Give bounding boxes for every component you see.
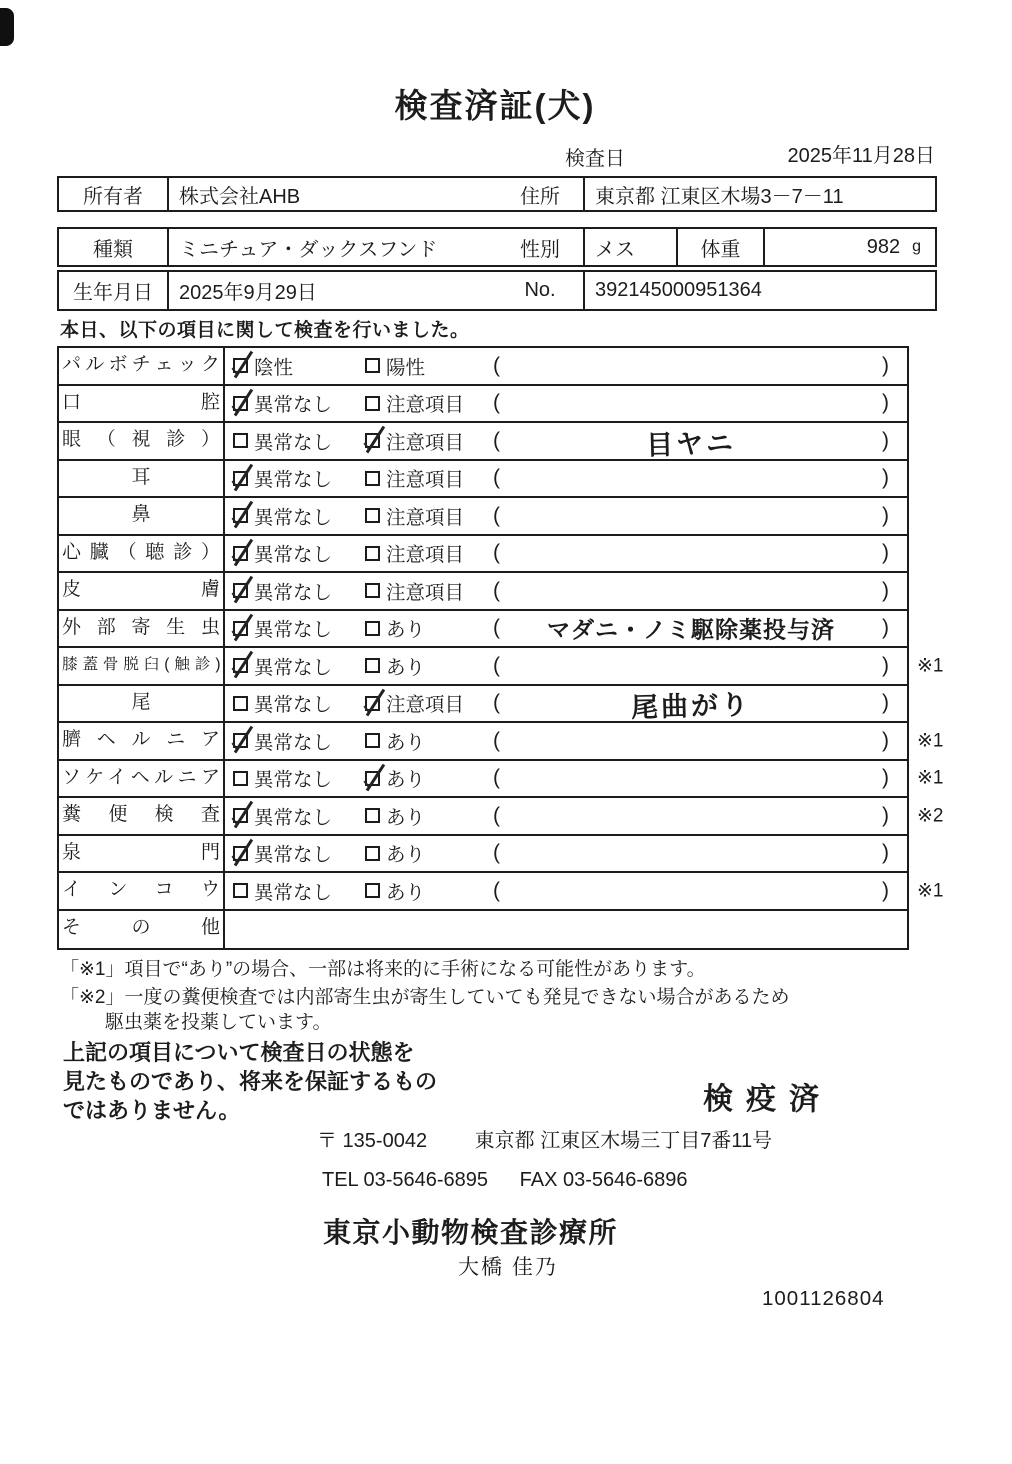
clinic-postal-line — [317, 1124, 772, 1153]
option-1-label: 異常なし — [254, 731, 333, 754]
option-1-label: 異常なし — [254, 469, 333, 492]
checkbox-icon — [365, 883, 380, 898]
checkbox-icon — [365, 771, 380, 786]
item-content — [225, 423, 907, 459]
item-label: 臍ヘルニア — [59, 723, 225, 759]
option-2 — [365, 539, 464, 567]
paren-open: ( — [493, 691, 500, 715]
option-1 — [233, 689, 332, 717]
paren-open: ( — [493, 766, 500, 790]
footnote-ref: ※1 — [917, 655, 944, 677]
checkbox-icon — [365, 846, 380, 861]
paren-close: ) — [882, 803, 889, 827]
checkbox-icon — [365, 583, 380, 598]
item-content — [225, 911, 907, 949]
option-2 — [365, 727, 425, 755]
footnote-1: 「※1」項目で“あり”の場合、一部は将来的に手術になる可能性があります。 — [60, 959, 706, 980]
paren-close: ) — [882, 428, 889, 452]
weight-label: 体重 — [678, 229, 765, 265]
owner-info-row — [57, 176, 937, 212]
item-label: 鼻 — [59, 498, 225, 534]
disclaimer-line-2: 見たものであり、将来を保証するもの — [63, 1069, 438, 1094]
option-2-label: あり — [386, 844, 426, 867]
item-label: 尾 — [59, 686, 225, 722]
option-2-label: 注意項目 — [386, 544, 465, 567]
paren-close: ) — [882, 466, 889, 490]
checklist-row — [59, 498, 907, 536]
paren-open: ( — [493, 841, 500, 865]
option-1 — [233, 727, 332, 755]
item-content — [225, 611, 907, 647]
option-1 — [233, 464, 332, 492]
weight-unit: g — [912, 238, 921, 255]
paren-open: ( — [493, 728, 500, 752]
option-2-label: 注意項目 — [386, 506, 465, 529]
paren-close: ) — [882, 728, 889, 752]
option-2 — [365, 802, 425, 830]
option-2-label: 注意項目 — [386, 694, 465, 717]
item-label: 心臓（聴診） — [59, 536, 225, 572]
paren-close: ) — [882, 653, 889, 677]
option-1-label: 異常なし — [254, 581, 333, 604]
address-value: 東京都 江東区木場3－7－11 — [595, 185, 844, 208]
checklist-row — [59, 723, 944, 761]
checklist-table — [57, 346, 944, 950]
disclaimer-line-3: ではありません。 — [63, 1098, 241, 1123]
footnote-2: 「※2」一度の糞便検査では内部寄生虫が寄生していても発見できない場合があるため — [60, 987, 790, 1008]
option-2 — [365, 839, 425, 867]
option-1 — [233, 352, 293, 380]
registration-no-value: 392145000951364 — [595, 279, 762, 301]
breed-info-row — [57, 227, 937, 267]
footnote-ref: ※2 — [917, 805, 944, 827]
paren-close: ) — [882, 578, 889, 602]
intro-text: 本日、以下の項目に関して検査を行いました。 — [60, 320, 470, 341]
checkbox-icon — [365, 733, 380, 748]
item-content — [225, 836, 907, 872]
item-content — [225, 348, 907, 384]
option-2-label: あり — [386, 731, 426, 754]
item-label: 皮膚 — [59, 573, 225, 609]
item-content — [225, 386, 907, 422]
option-2-label: 注意項目 — [386, 394, 465, 417]
item-content — [225, 461, 907, 497]
paren-close: ) — [882, 766, 889, 790]
checklist-row — [59, 873, 944, 911]
item-label: 糞便検査 — [59, 798, 225, 834]
birthdate-value: 2025年9月29日 — [179, 282, 317, 304]
postal-code: 〒 135-0042 — [317, 1130, 428, 1152]
checkbox-icon — [365, 471, 380, 486]
disclaimer-statement — [63, 1038, 437, 1125]
item-content — [225, 761, 944, 797]
footnote-ref: ※1 — [917, 880, 944, 902]
clinic-tel: TEL 03-5646-6895 — [322, 1169, 489, 1191]
checkbox-icon — [233, 433, 248, 448]
item-label: 膝蓋骨脱臼(触診) — [59, 648, 225, 684]
checkbox-icon — [365, 508, 380, 523]
checkbox-icon — [365, 396, 380, 411]
item-label: 口腔 — [59, 386, 225, 422]
item-label: 眼（視診） — [59, 423, 225, 459]
paren-close: ) — [882, 878, 889, 902]
checkbox-icon — [233, 546, 248, 561]
breed-value: ミニチュア・ダックスフンド — [179, 238, 438, 261]
item-content — [225, 723, 944, 759]
option-2-label: 陽性 — [386, 356, 426, 379]
checklist-row — [59, 911, 907, 949]
item-label: 外部寄生虫 — [59, 611, 225, 647]
option-2 — [365, 877, 425, 905]
checkbox-icon — [233, 771, 248, 786]
paren-open: ( — [493, 616, 500, 640]
paren-open: ( — [493, 803, 500, 827]
option-1 — [233, 389, 332, 417]
weight-value-cell — [765, 229, 935, 265]
checkbox-icon — [233, 808, 248, 823]
inspection-date-label: 検査日 — [565, 148, 625, 170]
checklist-row — [59, 423, 907, 461]
item-content — [225, 798, 944, 834]
remark-text: 尾曲がり — [630, 689, 752, 724]
checkbox-icon — [365, 696, 380, 711]
footnote-2-cont: 駆虫薬を投薬しています。 — [105, 1012, 332, 1033]
option-2 — [365, 614, 425, 642]
option-1-label: 異常なし — [254, 544, 333, 567]
option-1-label: 異常なし — [254, 844, 333, 867]
quarantine-stamp: 検疫済 — [703, 1083, 832, 1116]
option-1 — [233, 839, 332, 867]
weight-value: 982 — [866, 235, 901, 258]
inspection-date-value: 2025年11月28日 — [787, 145, 935, 167]
option-2 — [365, 502, 464, 530]
address-label: 住所 — [497, 178, 585, 210]
option-2-label: 注意項目 — [386, 431, 465, 454]
option-2-label: あり — [386, 881, 426, 904]
remark-text: マダニ・ノミ駆除薬投与済 — [547, 616, 835, 643]
paren-close: ) — [882, 503, 889, 527]
sex-value: メス — [585, 229, 678, 265]
option-1-label: 異常なし — [254, 881, 333, 904]
checkbox-icon — [233, 733, 248, 748]
checkbox-icon — [365, 546, 380, 561]
option-1 — [233, 502, 332, 530]
paren-open: ( — [493, 653, 500, 677]
clinic-address: 東京都 江東区木場三丁目7番11号 — [474, 1130, 773, 1152]
option-1-label: 陰性 — [254, 356, 294, 379]
item-label: その他 — [59, 911, 225, 949]
option-2 — [365, 389, 464, 417]
breed-label: 種類 — [59, 229, 169, 265]
disclaimer-line-1: 上記の項目について検査日の状態を — [63, 1040, 415, 1065]
item-content — [225, 573, 907, 609]
checkbox-icon — [233, 508, 248, 523]
checklist-row — [59, 761, 944, 799]
item-content — [225, 536, 907, 572]
option-1 — [233, 427, 332, 455]
footnote-ref: ※1 — [917, 730, 944, 752]
paren-close: ) — [882, 691, 889, 715]
checklist-row — [59, 686, 907, 724]
paren-close: ) — [882, 841, 889, 865]
checkbox-icon — [233, 621, 248, 636]
paren-open: ( — [493, 391, 500, 415]
checkbox-icon — [365, 621, 380, 636]
paren-close: ) — [882, 616, 889, 640]
item-content — [225, 873, 944, 909]
owner-value: 株式会社AHB — [179, 185, 301, 208]
option-2-label: あり — [386, 656, 426, 679]
option-1 — [233, 539, 332, 567]
checklist-row — [59, 836, 907, 874]
owner-label: 所有者 — [59, 178, 169, 210]
checkbox-icon — [365, 433, 380, 448]
option-1-label: 異常なし — [254, 506, 333, 529]
scan-artifact — [0, 8, 14, 46]
item-label: インコウ — [59, 873, 225, 909]
registration-no-label: No. — [497, 272, 585, 309]
item-label: 耳 — [59, 461, 225, 497]
option-2 — [365, 689, 464, 717]
checkbox-icon — [233, 358, 248, 373]
checklist-row — [59, 573, 907, 611]
option-2-label: 注意項目 — [386, 581, 465, 604]
paren-open: ( — [493, 578, 500, 602]
option-2-label: 注意項目 — [386, 469, 465, 492]
option-2-label: あり — [386, 619, 426, 642]
sex-label: 性別 — [497, 229, 585, 265]
paren-open: ( — [493, 353, 500, 377]
checklist-row — [59, 648, 944, 686]
paren-open: ( — [493, 428, 500, 452]
option-1-label: 異常なし — [254, 656, 333, 679]
paren-open: ( — [493, 541, 500, 565]
clinic-contact-line — [322, 1169, 688, 1192]
option-2 — [365, 464, 464, 492]
option-2 — [365, 652, 425, 680]
paren-open: ( — [493, 466, 500, 490]
option-1-label: 異常なし — [254, 806, 333, 829]
option-2-label: あり — [386, 769, 426, 792]
option-1 — [233, 652, 332, 680]
option-1 — [233, 764, 332, 792]
checkbox-icon — [365, 358, 380, 373]
item-content — [225, 498, 907, 534]
checkbox-icon — [233, 658, 248, 673]
option-2-label: あり — [386, 806, 426, 829]
item-content — [225, 648, 944, 684]
option-2 — [365, 352, 425, 380]
item-label: ソケイヘルニア — [59, 761, 225, 797]
document-code: 1001126804 — [762, 1287, 885, 1310]
option-2 — [365, 764, 425, 792]
checkbox-icon — [233, 883, 248, 898]
paren-close: ) — [882, 353, 889, 377]
option-1-label: 異常なし — [254, 394, 333, 417]
remark-text: 目ヤニ — [645, 427, 737, 461]
item-label: パルボチェック — [59, 348, 225, 384]
option-2 — [365, 427, 464, 455]
paren-close: ) — [882, 541, 889, 565]
item-content — [225, 686, 907, 722]
option-1 — [233, 577, 332, 605]
checklist-body — [59, 348, 944, 948]
option-1 — [233, 877, 332, 905]
option-1 — [233, 802, 332, 830]
checkbox-icon — [365, 658, 380, 673]
footnote-ref: ※1 — [917, 767, 944, 789]
checklist-row — [59, 386, 907, 424]
paren-open: ( — [493, 503, 500, 527]
veterinarian-name: 大橋 佳乃 — [458, 1256, 558, 1279]
checkbox-icon — [365, 808, 380, 823]
paren-close: ) — [882, 391, 889, 415]
clinic-fax: FAX 03-5646-6896 — [519, 1169, 688, 1191]
checklist-row — [59, 348, 907, 386]
checklist-row — [59, 536, 907, 574]
clinic-name: 東京小動物検査診療所 — [323, 1217, 619, 1248]
checklist-row — [59, 611, 907, 649]
paren-open: ( — [493, 878, 500, 902]
checkbox-icon — [233, 583, 248, 598]
checklist-row — [59, 798, 944, 836]
birth-info-row — [57, 270, 937, 311]
option-2 — [365, 577, 464, 605]
option-1-label: 異常なし — [254, 694, 333, 717]
option-1-label: 異常なし — [254, 619, 333, 642]
option-1 — [233, 614, 332, 642]
checkbox-icon — [233, 696, 248, 711]
checkbox-icon — [233, 396, 248, 411]
birthdate-label: 生年月日 — [59, 272, 169, 309]
option-1-label: 異常なし — [254, 431, 333, 454]
checkbox-icon — [233, 471, 248, 486]
checklist-row — [59, 461, 907, 499]
checkbox-icon — [233, 846, 248, 861]
option-1-label: 異常なし — [254, 769, 333, 792]
document-title: 検査済証(犬) — [394, 87, 596, 124]
item-label: 泉門 — [59, 836, 225, 872]
